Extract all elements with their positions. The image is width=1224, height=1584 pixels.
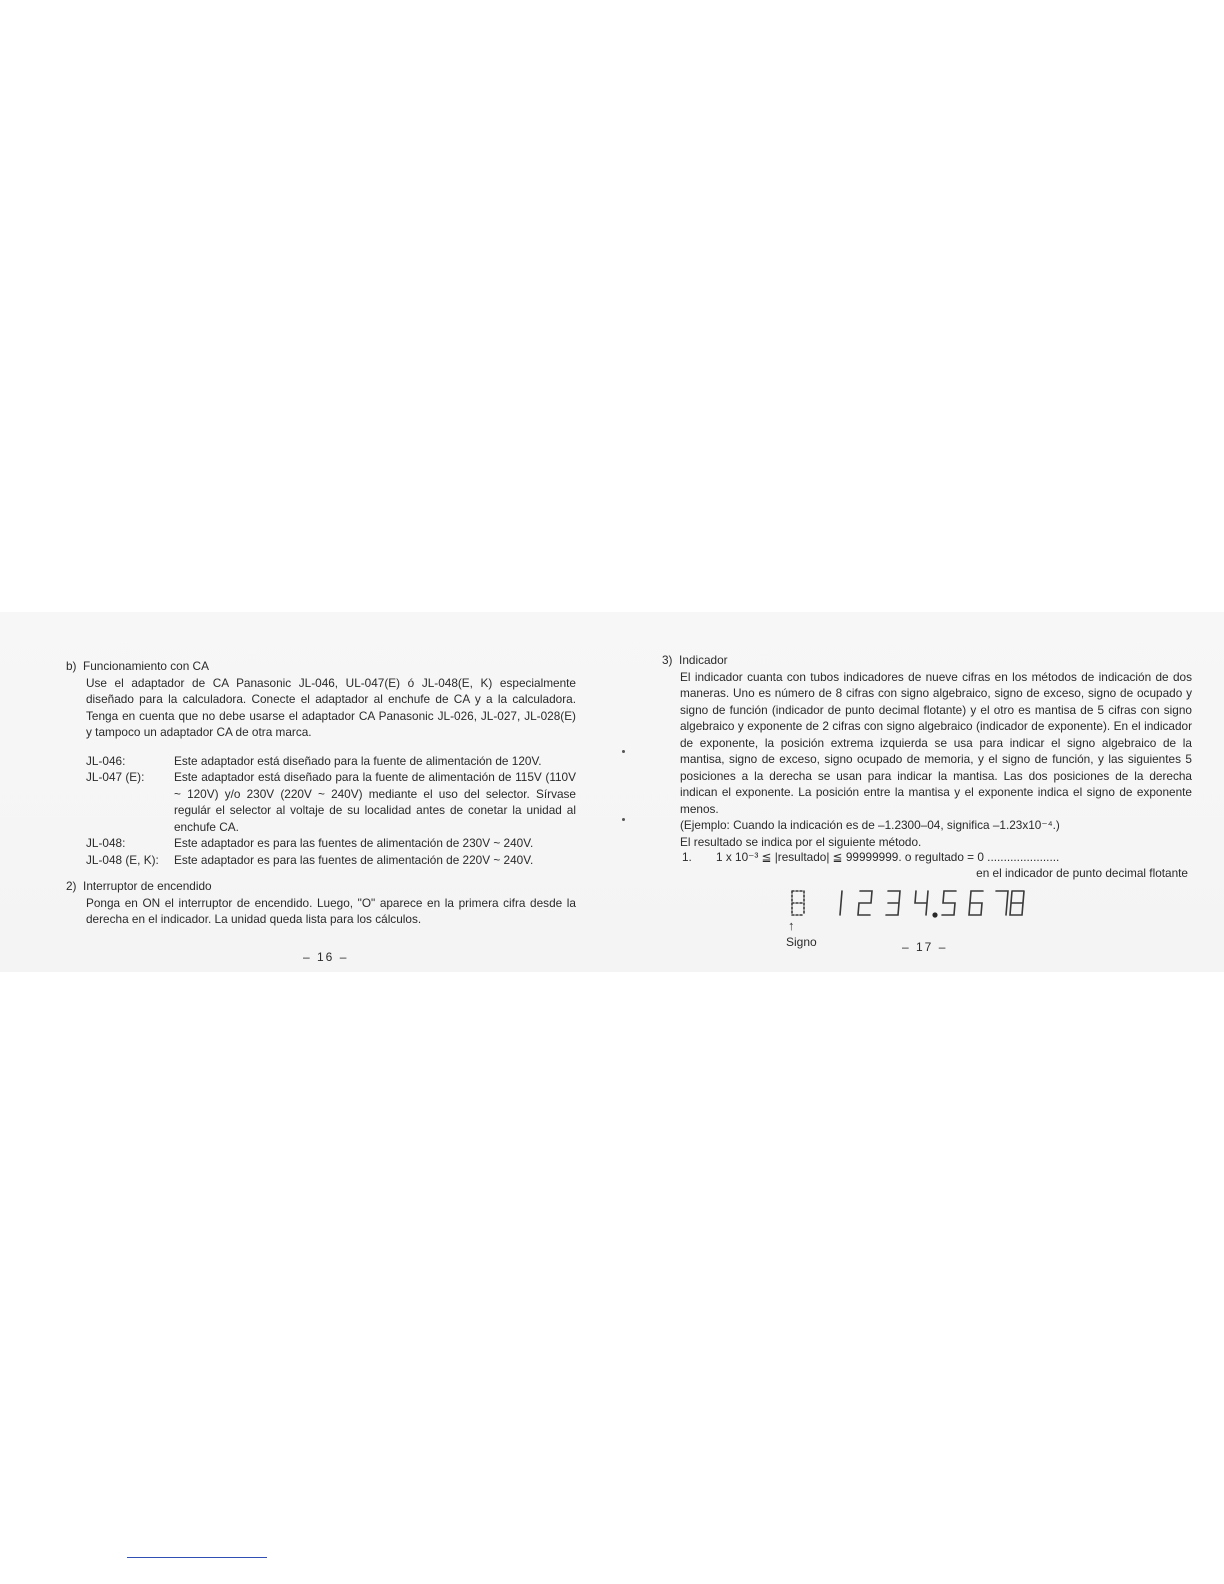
display-digit-8 <box>1010 891 1024 915</box>
adapter-description: Este adaptador está diseñado para la fuente de alimentación de 115V (110V ~ 120V) y/o 230V (220V ~ 240V) mediante el uso del selector. Sírvase regulár el selector al voltaje de su localidad antes de conetar la unidad al enchufe CA. <box>174 770 576 834</box>
adapter-row <box>86 835 576 852</box>
display-sign-digit <box>792 891 804 915</box>
adapter-description: Este adaptador es para las fuentes de alimentación de 230V ~ 240V. <box>174 836 534 850</box>
left-page-number: – 16 – <box>303 950 349 964</box>
seven-segment-display <box>790 888 1030 924</box>
section-b-paragraph: Use el adaptador de CA Panasonic JL-046, UL-047(E) ó JL-048(E, K) especialmente diseñado para la calculadora. Conecte el adaptador al enchufe de CA y a la calculadora. Tenga en cuenta que no debe usarse el adaptador CA Panasonic JL-026, JL-027, JL-028(E) y tampoco un adaptador CA de otra marca. <box>86 675 576 739</box>
scan-mark <box>622 750 625 753</box>
adapter-description: Este adaptador está diseñado para la fuente de alimentación de 120V. <box>174 753 542 768</box>
section-3-paragraph: El indicador cuanta con tubos indicadores de nueve cifras en los métodos de indicación de dos maneras. Uno es número de 8 cifras con signo algebraico, signo de exceso, signo de ocupado y signo de función (indicador de punto decimal flotante) y el otro es mantisa de 5 cifras con signo algebraico y exponente de 2 cifras con signo algebraico (indicador de exponente). En el indicador de exponente, la posición extrema izquierda se usa para indicar el signo algebraico de la mantisa, signo de exceso, signo ocupado de memoria, y el signo de función, y las siguientes 5 posiciones a la derecha se usan para indicar la mantisa. Las dos posiciones de la derecha indican el exponente. La posición entre la mantisa y el exponente indica el signo de exponente menos. <box>680 669 1192 816</box>
display-digit-4 <box>915 891 928 915</box>
display-digit-2 <box>858 891 872 915</box>
adapter-model: JL-048 (E, K): <box>86 852 159 867</box>
right-page <box>662 652 1192 850</box>
display-digit-3 <box>886 891 900 915</box>
left-page <box>66 658 576 928</box>
display-decimal-point <box>932 912 937 917</box>
section-2-heading: 2) Interruptor de encendido <box>66 879 212 893</box>
display-digit-1 <box>840 891 842 915</box>
section-b-heading: b) Funcionamiento con CA <box>66 659 209 673</box>
up-arrow-icon: ↑ <box>788 918 795 933</box>
section-3-heading: 3) Indicador <box>662 653 728 667</box>
footer-rule <box>127 1557 267 1558</box>
adapter-model: JL-047 (E): <box>86 770 145 784</box>
right-page-number: – 17 – <box>902 940 948 954</box>
section-2-paragraph: Ponga en ON el interruptor de encendido. Luego, "O" aparece en la primera cifra desde la derecha en el indicador. La unidad queda lista para los cálculos. <box>86 895 576 926</box>
display-sign-label: Signo <box>786 935 817 949</box>
section-3-method: El resultado se indica por el siguiente método. <box>680 834 922 849</box>
adapter-model: JL-046: <box>86 753 126 768</box>
formula-note: en el indicador de punto decimal flotante <box>976 866 1188 880</box>
adapter-row <box>86 852 576 869</box>
formula-line <box>682 850 1059 864</box>
formula-number: 1. <box>682 850 692 864</box>
adapter-row <box>86 769 576 835</box>
adapter-row <box>86 753 576 770</box>
adapter-table <box>86 753 576 869</box>
adapter-model: JL-048: <box>86 836 126 850</box>
display-digit-5 <box>942 891 956 915</box>
display-digit-7 <box>996 891 1008 915</box>
adapter-description: Este adaptador es para las fuentes de alimentación de 220V ~ 240V. <box>174 852 534 867</box>
section-3-example: (Ejemplo: Cuando la indicación es de –1.2300–04, significa –1.23x10⁻⁴.) <box>680 818 1060 832</box>
section-2 <box>66 878 576 928</box>
scan-mark <box>622 818 625 821</box>
formula-text: 1 x 10⁻³ ≦ |resultado| ≦ 99999999. o regultado = 0 ...................... <box>716 850 1060 864</box>
display-digit-6 <box>969 891 983 915</box>
